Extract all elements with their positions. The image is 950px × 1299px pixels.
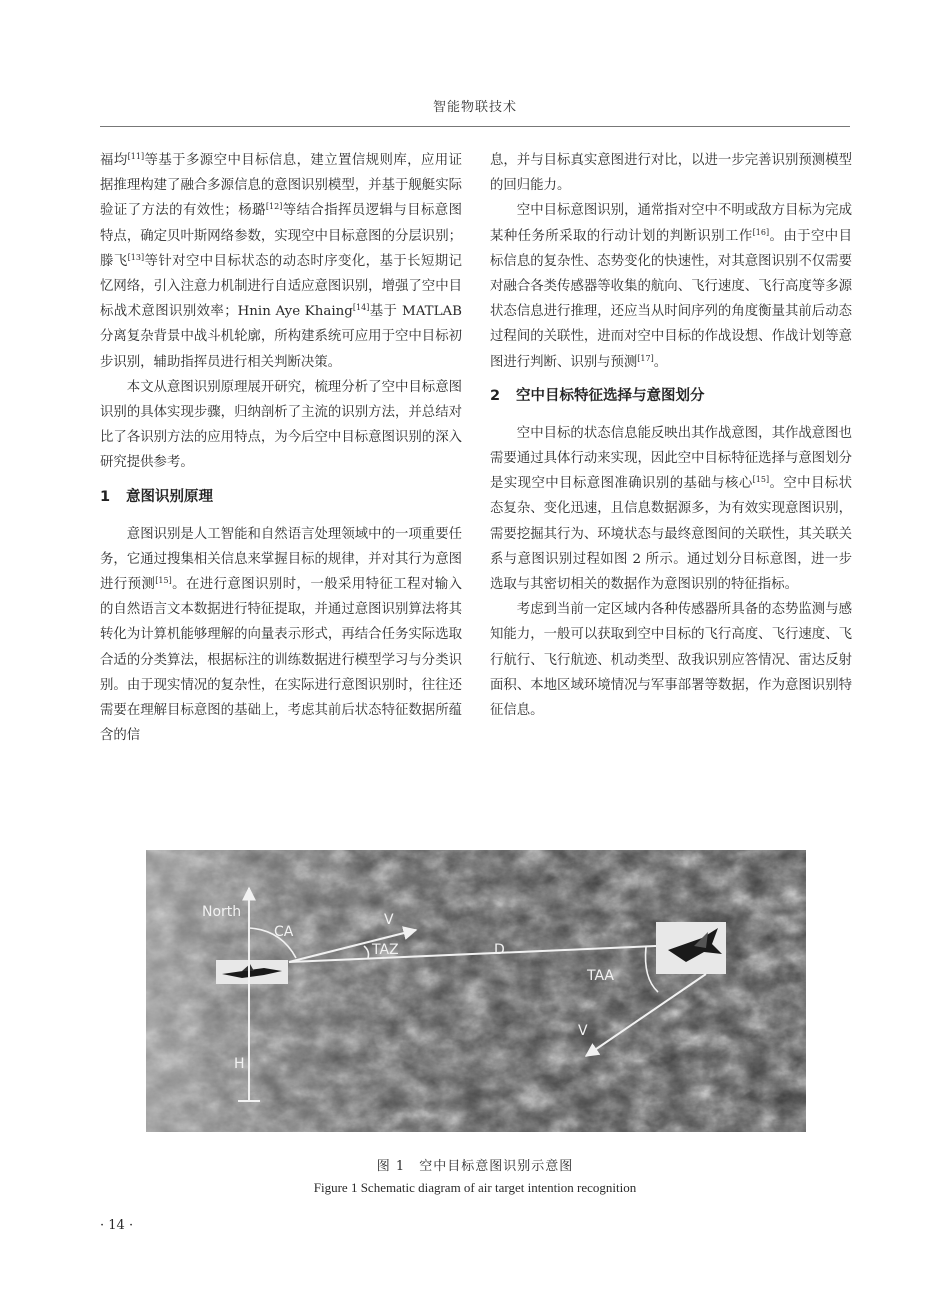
h-label: H (234, 1056, 245, 1072)
right-paragraph-2 (490, 198, 852, 374)
citation-ref: [11] (127, 152, 145, 161)
citation-ref: [14] (352, 303, 370, 313)
citation-ref: [15] (155, 576, 172, 586)
left-paragraph-1 (100, 148, 462, 375)
citation-ref: [13] (127, 252, 145, 262)
section-title: 空中目标特征选择与意图划分 (516, 387, 705, 404)
text-run: 空中目标的状态信息能反映出其作战意图，其作战意图也需要通过具体行动来实现，因此空中目标特征选择与意图划分是实现空中目标意图准确识别的基础与核心 (490, 425, 852, 492)
north-label: North (202, 904, 242, 920)
figure-1 (146, 850, 806, 1132)
text-run: 。由于空中目标信息的复杂性、态势变化的快速性，对其意图识别不仅需要对融合各类传感器等收集的航向、飞行速度、飞行高度等多源状态信息进行推理，还应当从时间序列的角度衡量其前后动态过程间的关联性，进而对空中目标的作战设想、作战计划等意图进行判断、识别与预测 (490, 228, 853, 370)
left-paragraph-3 (100, 522, 462, 749)
terrain-haze (146, 850, 806, 1132)
text-run: 。空中目标状态复杂、变化迅速，且信息数据源多，为有效实现意图识别，需要挖掘其行为、环境状态与最终意图间的关联性，其关联关系与意图识别过程如图 2 所示。通过划分目标意图，进一步选取与其密切相关的数据作为意图识别的特征指标。 (490, 476, 853, 593)
ca-label: CA (274, 924, 294, 940)
running-header: 智能物联技术 (432, 100, 517, 115)
text-run: 等针对空中目标状态的动态时序变化，基于长短期记忆网络，引入注意力机制进行自适应意图识别，增强了空中目标战术意图识别效率；Hnin Aye Khaing (100, 253, 463, 320)
taz-label: TAZ (372, 942, 399, 958)
text-run: 福均 (100, 153, 128, 168)
section-title: 意图识别原理 (126, 488, 213, 505)
citation-ref: [12] (265, 202, 283, 212)
text-run: 。在进行意图识别时，一般采用特征工程对输入的自然语言文本数据进行特征提取，并通过意图识别算法将其转化为计算机能够理解的向量表示形式，再结合任务实际选取合适的分类算法，根据标注的训练数据进行模型学习与分类识别。由于现实情况的复杂性，在实际进行意图识别时，往往还需要在理解目标意图的基础上，考虑其前后状态特征数据所蕴含的信 (100, 577, 463, 744)
section-heading-2 (490, 383, 852, 409)
figure-caption-en: Figure 1 Schematic diagram of air target intention recognition (313, 1180, 637, 1195)
taa-label: TAA (587, 968, 615, 984)
figure-caption-zh: 图 1 空中目标意图识别示意图 (376, 1159, 574, 1174)
citation-ref: [17] (637, 353, 654, 363)
d-label: D (494, 942, 505, 958)
right-column (490, 148, 852, 723)
text-run: 等基于多源空中目标信息，建立置信规则库，应用证据推理构建了融合多源信息的意图识别模型，并基于舰艇实际验证了方法的有效性；杨璐 (100, 153, 463, 219)
right-paragraph-4: 考虑到当前一定区域内各种传感器所具备的态势监测与感知能力，一般可以获取到空中目标的飞行高度、飞行速度、飞行航行、飞行航迹、机动类型、敌我识别应答情况、雷达反射面积、本地区域环境情况与军事部署等数据，作为意图识别特征信息。 (490, 602, 852, 719)
page-number: · 14 · (100, 1218, 134, 1233)
figure-illustration (146, 850, 806, 1132)
left-paragraph-2: 本文从意图识别原理展开研究，梳理分析了空中目标意图识别的具体实现步骤，归纳剖析了主流的识别方法，并总结对比了各识别方法的应用特点，为今后空中目标意图识别的深入研究提供参考。 (100, 379, 462, 471)
text-run: 等结合指挥员逻辑与目标意图特点，确定贝叶斯网络参数，实现空中目标意图的分层识别；滕飞 (100, 203, 463, 269)
text-run: 意图识别是人工智能和自然语言处理领域中的一项重要任务，它通过搜集相关信息来掌握目标的规律，并对其行为意图进行预测 (100, 526, 462, 593)
own-aircraft (216, 960, 288, 984)
left-column (100, 148, 462, 748)
target-aircraft (656, 922, 726, 974)
citation-ref: [16] (752, 227, 770, 237)
text-run: 基于 MATLAB 分离复杂背景中战斗机轮廓，所构建系统可应用于空中目标初步识别，辅助指挥员进行相关判断决策。 (100, 304, 462, 370)
citation-ref: [15] (752, 475, 770, 485)
right-paragraph-1: 息，并与目标真实意图进行对比，以进一步完善识别预测模型的回归能力。 (490, 153, 852, 194)
v-label-target: V (578, 1023, 588, 1039)
section-heading-1 (100, 484, 462, 510)
section-number: 1 (100, 488, 111, 505)
text-run: 。 (653, 354, 668, 370)
header-divider (100, 126, 850, 127)
right-paragraph-3 (490, 421, 852, 597)
v-label-own: V (384, 912, 394, 928)
section-number: 2 (490, 387, 501, 404)
text-run: 空中目标意图识别，通常指对空中不明或敌方目标为完成某种任务所采取的行动计划的判断识别工作 (490, 203, 852, 244)
